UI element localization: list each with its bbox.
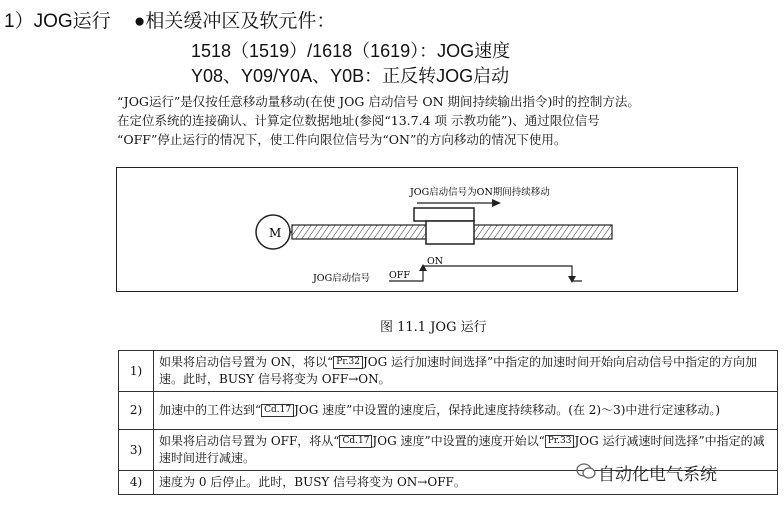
section-number-title: 1）JOG运行 [4,11,111,32]
buffer-line-jog-speed: 1518（1519）/1618（1619）：JOG速度 [191,41,511,61]
param-tag: Pr.33 [545,435,575,448]
paragraph-line: “JOG运行”是仅按任意移动量移动(在使 JOG 启动信号 ON 期间持续输出指令)时的控制方法。 [117,94,640,109]
step-number: 2) [119,392,154,430]
fall-arrowhead [568,276,576,283]
jog-diagram-svg [117,168,737,291]
device-line-jog-start: Y08、Y09/Y0A、Y0B：正反转JOG启动 [191,66,510,86]
param-tag: Cd.17 [339,435,372,448]
step-number: 3) [119,430,154,471]
step-text: 加速中的工件达到“ Cd.17 JOG 速度”中设置的速度后，保持此速度持续移动。(在 2)～3)中进行定速移动。) [154,392,778,430]
table-row [119,351,778,392]
param-tag: Pr.32 [333,356,363,369]
related-buffers-label: ●相关缓冲区及软元件： [133,11,336,32]
param-tag: Cd.17 [261,404,294,417]
watermark-text: 自动化电气系统 [598,465,717,484]
signal-off-label: OFF [389,270,410,281]
jog-signal-label: JOG启动信号 [313,273,371,284]
wechat-icon [576,462,596,480]
jog-diagram [116,167,738,292]
step-text: 如果将启动信号置为 ON，将以“ Pr.32 JOG 运行加速时间选择”中指定的加速时间开始向启动信号中指定的方向加速。此时，BUSY 信号将变为 OFF→ON。 [154,351,778,392]
signal-waveform [389,266,582,281]
description-paragraph [117,92,767,149]
table-row [119,392,778,430]
workpiece-body [426,221,474,244]
workpiece-top [414,208,474,221]
motion-label: JOG启动信号为ON期间持续移动 [410,187,550,198]
step-text: 如果将启动信号置为 OFF，将从“ Cd.17 JOG 速度”中设置的速度开始以“ Pr.33 JOG 运行减速时间选择”中指定的减速时间进行减速。 [154,430,778,471]
paragraph-line: “OFF”停止运行的情况下，使工件向限位信号为“ON”的方向移动的情况下使用。 [117,132,567,147]
paragraph-line: 在定位系统的连接确认、计算定位数据地址(参阅“13.7.4 项 示教功能”)、通过限位信号 [117,113,600,128]
motor-label: M [269,226,282,240]
motion-arrowhead [492,199,501,207]
step-number: 1) [119,351,154,392]
step-number: 4) [119,471,154,495]
section-heading [4,6,335,33]
step-text: 速度为 0 后停止。此时，BUSY 信号将变为 ON→OFF。 [154,471,778,495]
figure-caption: 图 11.1 JOG 运行 [380,320,487,335]
rise-arrowhead [419,264,427,271]
signal-on-label: ON [427,256,444,267]
